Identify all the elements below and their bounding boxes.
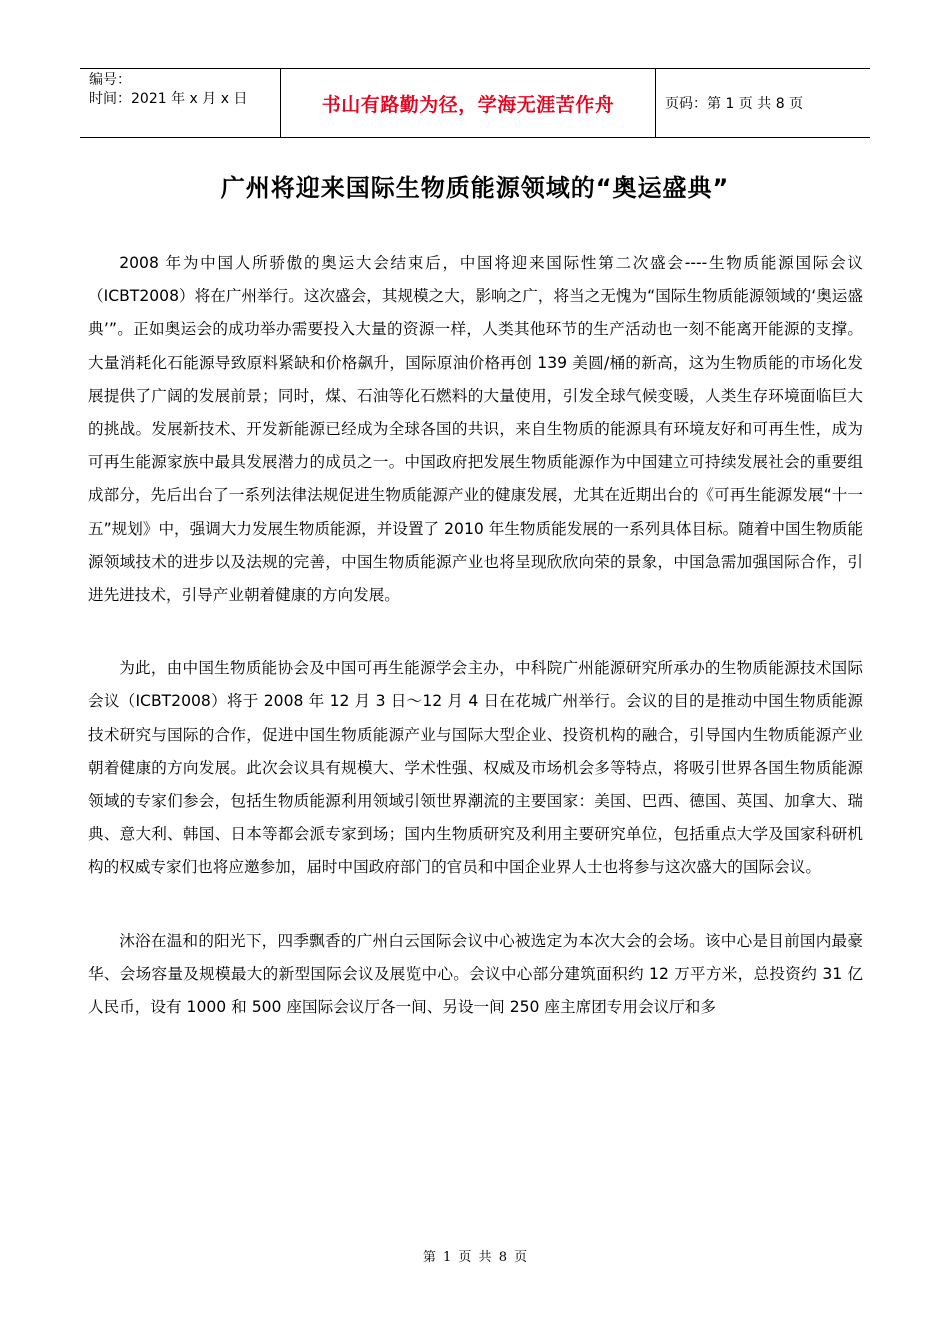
time-label: 时间：2021 年 x 月 x 日 <box>89 91 248 107</box>
paragraph: 2008 年为中国人所骄傲的奥运大会结束后，中国将迎来国际性第二次盛会----生物质能源国际会议（ICBT2008）将在广州举行。这次盛会，其规模之大，影响之广，将当之无愧为“国际生物质能源领域的‘奥运盛典’”。正如奥运会的成功举办需要投入大量的资源一样，人类其他环节的生产活动也一刻不能离开能源的支撑。大量消耗化石能源导致原料紧缺和价格飙升，国际原油价格再创 139 美圆/桶的新高，这为生物质能的市场化发展提供了广阔的发展前景；同时，煤、石油等化石燃料的大量使用，引发全球气候变暖，人类生存环境面临巨大的挑战。发展新技术、开发新能源已经成为全球各国的共识，来自生物质的能源具有环境友好和可再生性，成为可再生能源家族中最具发展潜力的成员之一。中国政府把发展生物质能源作为中国建立可持续发展社会的重要组成部分，先后出台了一系列法律法规促进生物质能源产业的健康发展，尤其在近期出台的《可再生能源发展“十一五”规划》中，强调大力发展生物质能源，并设置了 2010 年生物质能发展的一系列具体目标。随着中国生物质能源领域技术的进步以及法规的完善，中国生物质能源产业也将呈现欣欣向荣的景象，中国急需加强国际合作，引进先进技术，引导产业朝着健康的方向发展。 <box>88 254 863 605</box>
page-header <box>80 68 870 138</box>
number-label: 编号： <box>89 72 131 88</box>
header-motto-cell <box>281 69 656 137</box>
paragraph: 沐浴在温和的阳光下，四季飘香的广州白云国际会议中心被选定为本次大会的会场。该中心是目前国内最豪华、会场容量及规模最大的新型国际会议及展览中心。会议中心部分建筑面积约 12 万平方米，总投资约 31 亿人民币，设有 1000 和 500 座国际会议厅各一间、另设一间 250 座主席团专用会议厅和多 <box>88 931 863 1017</box>
paragraph: 为此，由中国生物质能协会及中国可再生能源学会主办，中科院广州能源研究所承办的生物质能源技术国际会议（ICBT2008）将于 2008 年 12 月 3 日～12 月 4 日在花城广州举行。会议的目的是推动中国生物质能源技术研究与国际的合作，促进中国生物质能源产业与国际大型企业、投资机构的融合，引导国内生物质能源产业朝着健康的方向发展。此次会议具有规模大、学术性强、权威及市场机会多等特点，将吸引世界各国生物质能源领域的专家们参会，包括生物质能源利用领域引领世界潮流的主要国家：美国、巴西、德国、英国、加拿大、瑞典、意大利、韩国、日本等都会派专家到场；国内生物质研究及利用主要研究单位，包括重点大学及国家科研机构的权威专家们也将应邀参加，届时中国政府部门的官员和中国企业界人士也将参与这次盛大的国际会议。 <box>88 659 863 877</box>
page-footer: 第 1 页 共 8 页 <box>422 1250 528 1265</box>
document-title: 广州将迎来国际生物质能源领域的“奥运盛典” <box>220 174 730 202</box>
page-info: 页码：第 1 页 共 8 页 <box>665 96 804 112</box>
document-body <box>88 247 863 1024</box>
motto: 书山有路勤为径，学海无涯苦作舟 <box>321 93 615 116</box>
header-page-cell <box>656 69 870 137</box>
header-meta <box>80 69 281 137</box>
